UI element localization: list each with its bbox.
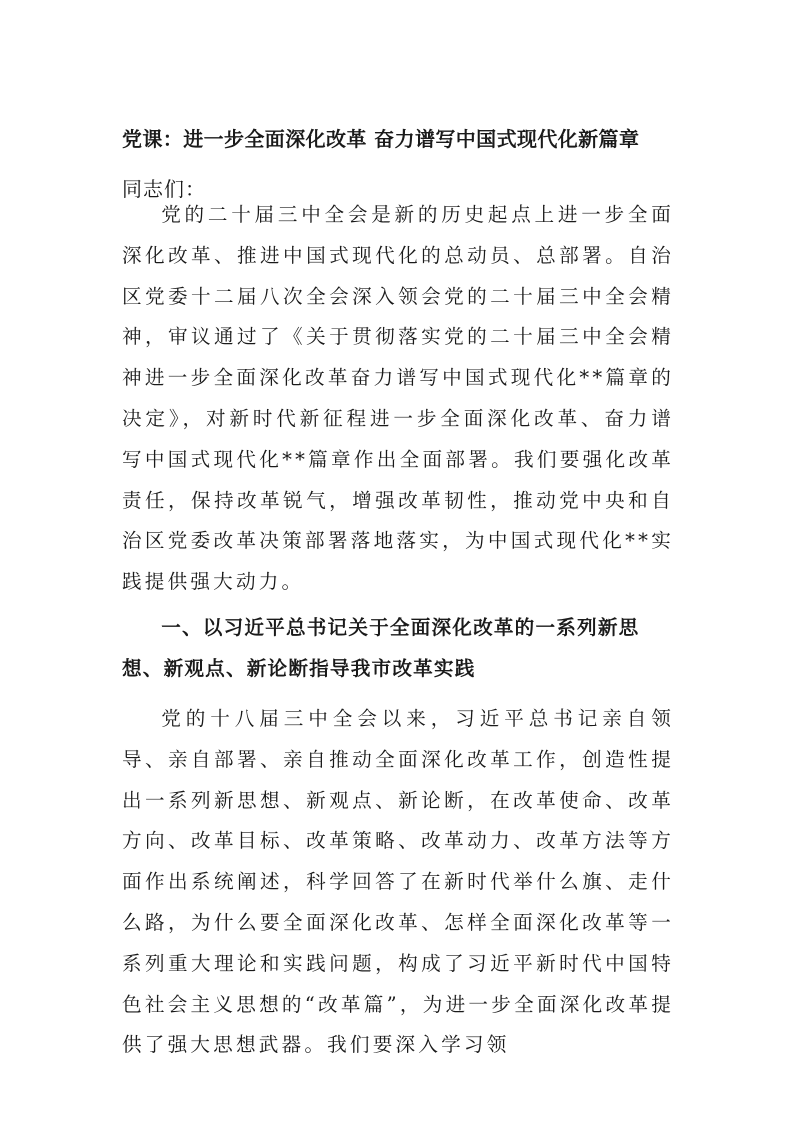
salutation: 同志们： <box>122 177 206 201</box>
paragraph-section-1: 党的十八届三中全会以来，习近平总书记亲自领导、亲自部署、亲自推动全面深化改革工作，创造性提出一系列新思想、新观点、新论断，在改革使命、改革方向、改革目标、改革策略、改革动力、改革方法等方面作出系统阐述，科学回答了在新时代举什么旗、走什么路，为什么要全面深化改革、怎样全面深化改革等一系列重大理论和实践问题，构成了习近平新时代中国特色社会主义思想的“改革篇”，为进一步全面深化改革提供了强大思想武器。我们要深入学习领 <box>122 707 674 1057</box>
section-heading: 一、以习近平总书记关于全面深化改革的一系列新思想、新观点、新论断指导我市改革实践 <box>122 616 640 680</box>
document-title: 党课：进一步全面深化改革 奋力谱写中国式现代化新篇章 <box>122 127 640 151</box>
paragraph-intro: 党的二十届三中全会是新的历史起点上进一步全面深化改革、推进中国式现代化的总动员、总部署。自治区党委十二届八次全会深入领会党的二十届三中全会精神，审议通过了《关于贯彻落实党的二十届三中全会精神进一步全面深化改革奋力谱写中国式现代化**篇章的决定》，对新时代新征程进一步全面深化改革、奋力谱写中国式现代化**篇章作出全面部署。我们要强化改革责任，保持改革锐气，增强改革韧性，推动党中央和自治区党委改革决策部署落地落实，为中国式现代化**实践提供强大动力。 <box>122 203 674 594</box>
